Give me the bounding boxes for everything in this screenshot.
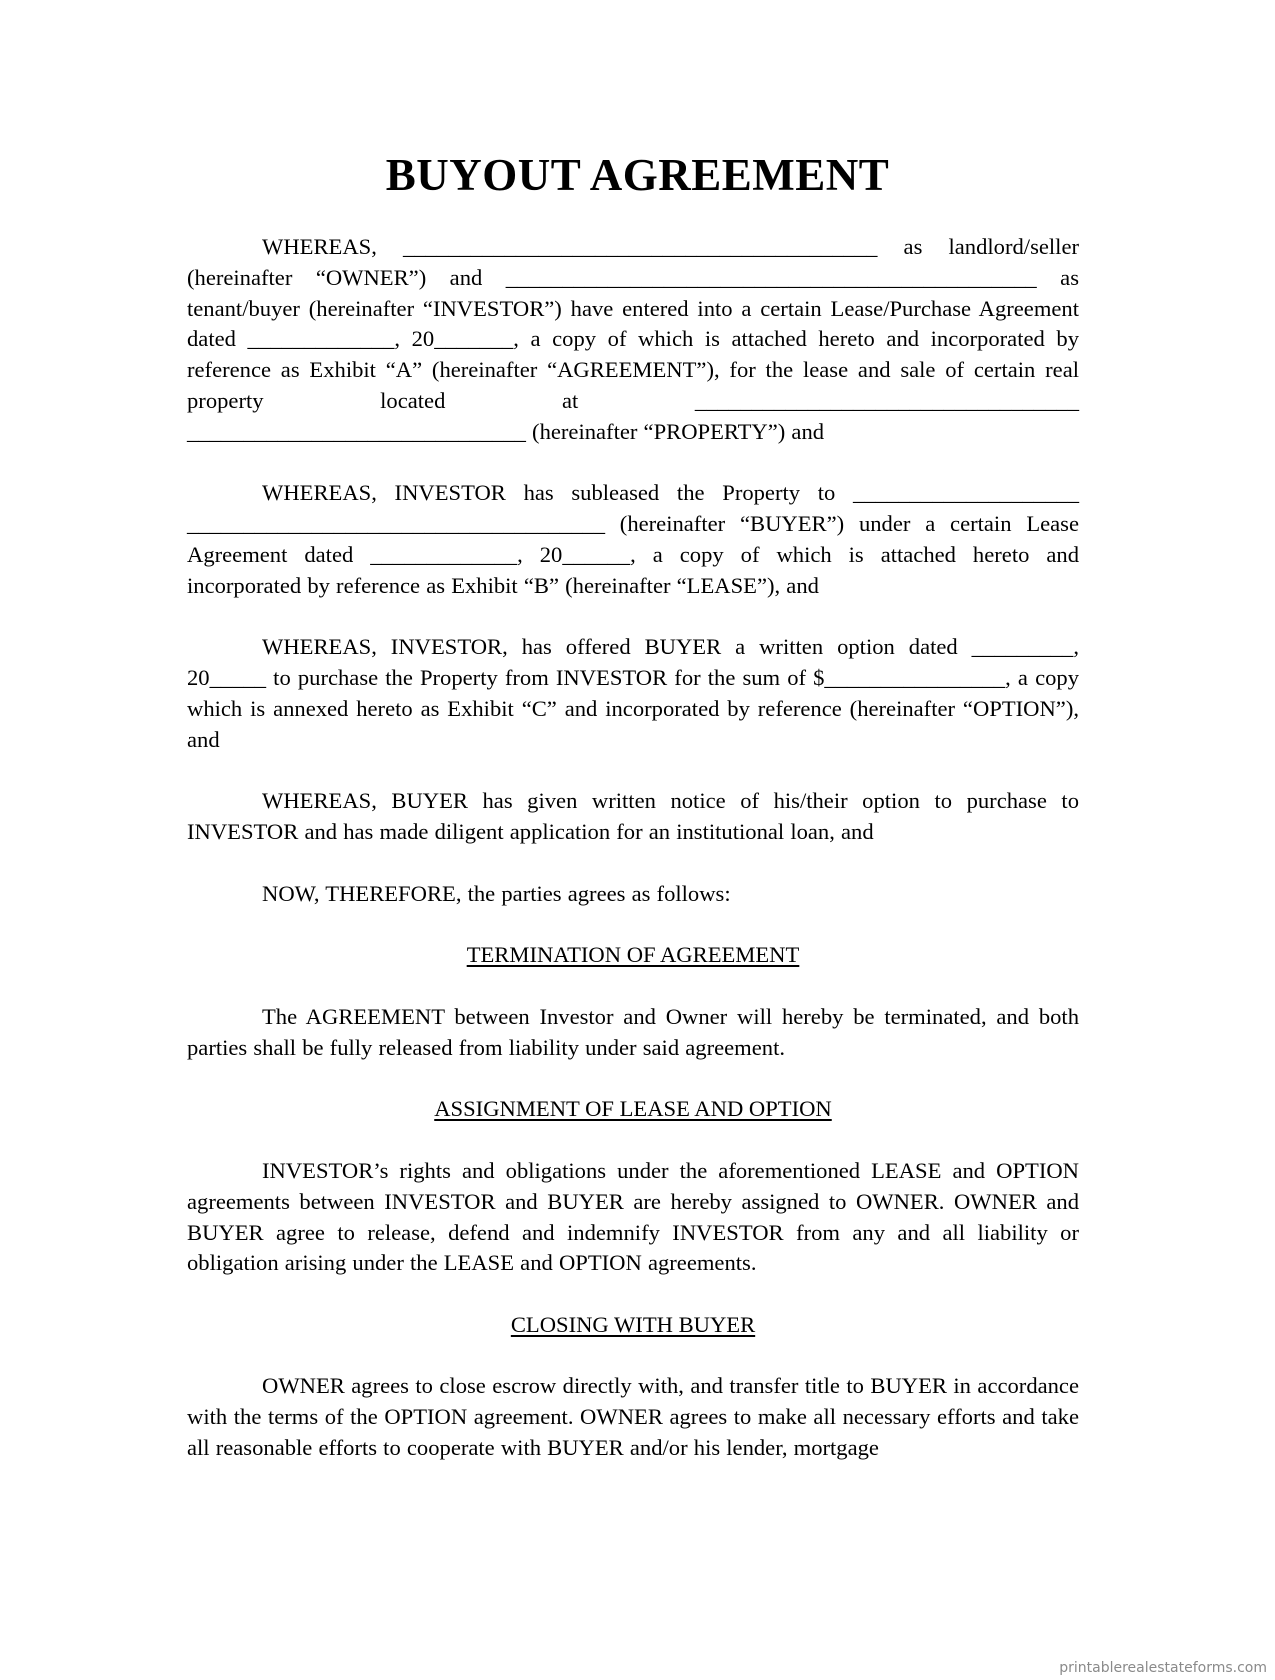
recital-sublease: WHEREAS, INVESTOR has subleased the Property to ____________________ _____________________________________ (hereinafter “BUYER”) under a certain Lease Agreement dated _____________, 20______, a copy of which is attached hereto and incorporated by reference as Exhibit “B” (hereinafter “LEASE”), and	[187, 480, 1079, 598]
document-body	[187, 232, 1079, 1495]
heading-assignment: ASSIGNMENT OF LEASE AND OPTION	[434, 1096, 832, 1122]
heading-closing: CLOSING WITH BUYER	[510, 1311, 756, 1337]
assignment-clause: INVESTOR’s rights and obligations under the aforementioned LEASE and OPTION agreements between INVESTOR and BUYER are hereby assigned to OWNER. OWNER and BUYER agree to release, defend and indemnify INVESTOR from any and all liability or obligation arising under the LEASE and OPTION agreements.	[187, 1157, 1079, 1276]
recital-notice: WHEREAS, BUYER has given written notice of his/their option to purchase to INVESTOR and has made diligent application for an institutional loan, and	[187, 788, 1079, 845]
recital-owner-investor: WHEREAS, __________________________________________ as landlord/seller (hereinafter “OWNER”) and _______________________________________________ as tenant/buyer (hereinafter “INVESTOR”) have entered into a certain Lease/Purchase Agreement dated _____________, 20_______, a copy of which is attached hereto and incorporated by reference as Exhibit “A” (hereinafter “AGREEMENT”), for the lease and sale of certain real property located at __________________________________ ______________________________ (hereinafter “PROPERTY”) and	[187, 234, 1079, 444]
footer-watermark: printablerealestateforms.com	[1059, 1660, 1267, 1676]
termination-clause: The AGREEMENT between Investor and Owner will hereby be terminated, and both parties shall be fully released from liability under said agreement.	[187, 1003, 1079, 1060]
document-title: BUYOUT AGREEMENT	[385, 150, 890, 200]
now-therefore: NOW, THEREFORE, the parties agrees as follows:	[262, 880, 731, 906]
recital-option: WHEREAS, INVESTOR, has offered BUYER a written option dated _________, 20_____ to purchase the Property from INVESTOR for the sum of $________________, a copy which is annexed hereto as Exhibit “C” and incorporated by reference (hereinafter “OPTION”), and	[187, 634, 1079, 752]
closing-clause: OWNER agrees to close escrow directly with, and transfer title to BUYER in accordance with the terms of the OPTION agreement. OWNER agrees to make all necessary efforts and take all reasonable efforts to cooperate with BUYER and/or his lender, mortgage	[187, 1373, 1079, 1461]
heading-termination: TERMINATION OF AGREEMENT	[466, 942, 800, 968]
